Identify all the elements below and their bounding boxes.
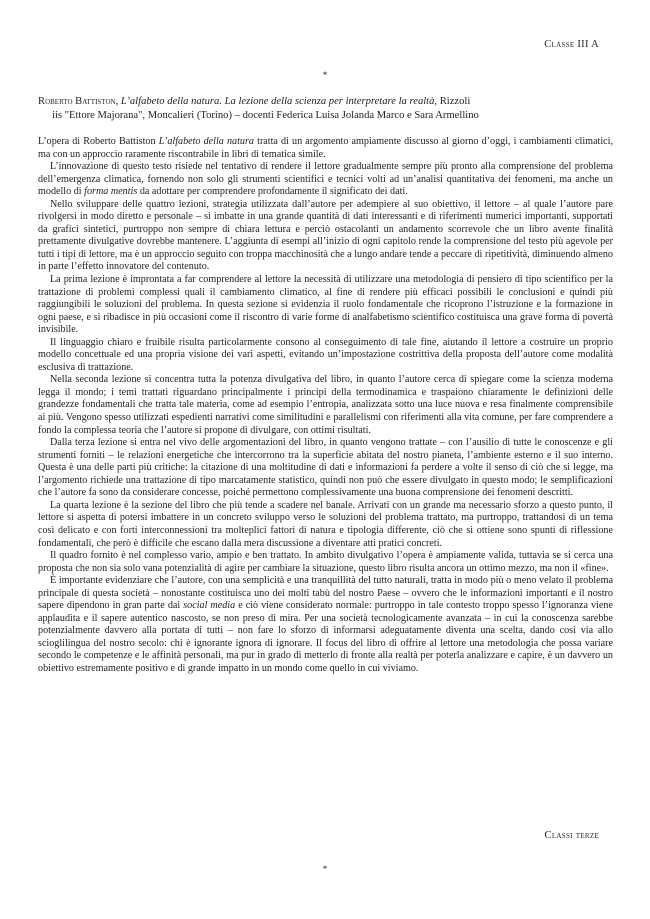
book-title: L’alfabeto della natura. La lezione della scienza per interpretare la realtà [120, 96, 435, 107]
book-title-inline: L’alfabeto della natura [158, 136, 254, 147]
paragraph-intro [38, 136, 613, 161]
paragraph-text: e ciò viene considerato normale: purtroppo in tale contesto troppo spesso l’ignoranza viene applaudita e il sapere autentico nascosto, se non preso di mira. Per una società tecnologicamente avanzata – in cui la conoscenza sarebbe potenzialmente davvero alla portata di tutti – non fare lo sforzo di informarsi adeguatamente diventa una scelta, dando così via allo scioglilingua del nostro secolo: chi è ignorante ignora di ignorare. Il focus del libro di offrire al lettore una metodologia che possa variare secondo le competenze e le affinità personali, ma pur in grado di metterlo di fronte alla realtà per poterla analizzare e capire, è un davvero un obiettivo estremamente positivo e di grande impatto in un mondo come quello in cui viviamo. [38, 600, 613, 674]
paragraph-innovation [38, 161, 613, 199]
separator-star-top: * [322, 70, 328, 80]
paragraph: Dalla terza lezione si entra nel vivo delle argomentazioni del libro, in quanto vengono trattate – con l’ausilio di tutte le conoscenze e gli strumenti forniti – le relazioni energetiche che intercorrono tra la superficie abitata del nostro pianeta, l’ambiente esterno e il suo interno. Questa è una delle parti più critiche: la citazione di una moltitudine di dati e informazioni fa perdere a volte il senso di ciò che si legge, ma l’argomento richiede una trattazione di tipo marcatamente statistico, quindi non può che essere divulgato in questo modo; le semplificazioni che l’autore fa sono da considerare concesse, poiché permettono complessivamente una buona comprensione dei fenomeni descritti. [38, 437, 613, 499]
class-header: Classe III A [544, 39, 599, 50]
paragraph-text: L’innovazione di questo testo risiede nel tentativo di rendere il lettore gradualmente sempre più pronto alla comprensione del problema dell’emergenza climatica, fornendo non solo gli strumenti scientifici e tecnici volti ad un’analisi quantitativa dei fenomeni, ma anche un modello di [38, 161, 613, 198]
paragraph-text: da adottare per comprendere profondamente il significato dei dati. [137, 186, 408, 198]
review-body [38, 136, 613, 676]
emphasis-text: forma mentis [84, 186, 138, 198]
book-author: Roberto Battiston [38, 96, 116, 107]
paragraph-text: L’opera di Roberto Battiston [38, 136, 159, 147]
paragraph: Nella seconda lezione si concentra tutta la potenza divulgativa del libro, in quanto l’autore cerca di spiegare come la scienza moderna legga il mondo; i temi trattati riguardano principalmente i principi della termodinamica e traspaiono chiaramente le definizioni delle grandezze fondamentali che tratta tale materia, come ad esempio l’entropia, analizzata sotto una luce nuova e resa finalmente comprensibile ai più. Vengono spesso utilizzati espedienti narrativi come similitudini e parallelismi con riferimenti alla vita comune, per fare comprendere a fondo la complessa teoria che l’autore si propone di divulgare, con ottimi risultati. [38, 374, 613, 436]
school-line: iis "Ettore Majorana", Moncalieri (Torino) – docenti Federica Luisa Jolanda Marco e Sara Armellino [52, 110, 479, 121]
paragraph: Il quadro fornito è nel complesso vario, ampio e ben trattato. In ambito divulgativo l’opera è ampiamente valida, tuttavia se si cerca una proposta che non sia solo vana potenzialità di agire per cambiare la situazione, questo libro risulta ancora un ottimo mezzo, ma non il «fine». [38, 550, 613, 574]
book-publisher: Rizzoli [439, 96, 471, 107]
paragraph: Il linguaggio chiaro e fruibile risulta particolarmente consono al conseguimento di tale fine, aiutando il lettore a costruire un proprio modello concettuale ed una propria visione dei vari aspetti, evitando un’impostazione costrittiva della proposta dell’autore come modalità esclusiva di trattazione. [38, 336, 613, 373]
paragraph: La quarta lezione è la sezione del libro che più tende a scadere nel banale. Arrivati con un grande ma necessario sforzo a questo punto, il lettore si aspetta di potersi imbattere in un concreto sviluppo verso le soluzioni del problema trattato, ma purtroppo, trattandosi di un tema così delicato e con forti interconnessioni tra molteplici fattori di natura e tipologia differente, ciò che si ottiene sono spunti di riflessione fondamentali, che però è difficile che escano dalla mera discussione a diventare atti pratici concreti. [38, 499, 613, 549]
paragraph: La prima lezione è improntata a far comprendere al lettore la necessità di utilizzare una metodologia di pensiero di tipo scientifico per la trattazione di problemi complessi quali il cambiamento climatico, al fine di rendere più efficaci possibili le conclusioni e quindi più raggiungibili le soluzioni del problema. In questa sezione si evidenzia il ruolo fondamentale che ricoprono l’istruzione e la formazione in ogni paese, e si ribadisce in più occasioni come il riscontro di varie forme di analfabetismo scientifico costituisca una grave forma di povertà invisibile. [38, 274, 613, 336]
paragraph-conclusion [38, 575, 613, 675]
citation-line: Roberto Battiston, L’alfabeto della natura. La lezione della scienza per interpretare la realtà, Rizzoli [38, 96, 471, 107]
emphasis-text: social media [183, 600, 236, 612]
paragraph: Nello sviluppare delle quattro lezioni, strategia utilizzata dall’autore per adempiere al suo obiettivo, il lettore – al quale l’autore pare rivolgersi in modo diretto e personale – si imbatte in una grande quantità di dati interessanti e di riferimenti numerici importanti, supportati da grafici sintetici, purtroppo non sempre di chiara lettura e perciò ostacolanti un andamento scorrevole che un libro avente finalità prettamente divulgative dovrebbe mantenere. L’aggiunta di esempi all’inizio di ogni capitolo rende la comprensione del testo più agevole per tutti i tipi di lettore, ma è un approccio seguito con troppa macchinosità che a lungo andare tende a peccare di ripetitività, diminuendo almeno in parte l’effetto innovatore del contenuto. [38, 198, 613, 273]
bibliographic-reference [38, 95, 613, 123]
paragraph-text: È importante evidenziare che l’autore, con una semplicità e una tranquillità del tutto naturali, tratta in modo più o meno velato il problema principale di questa società – nonostante costituisca uno dei molti tabù del nostro Paese – ovvero che le informazioni importanti e il nostro sapere dipendono in gran parte dai [38, 575, 613, 612]
signature: Classi terze [544, 830, 599, 841]
paragraph-text: tratta di un argomento ampiamente discusso al giorno d’oggi, i cambiamenti climatici, ma con un approccio raramente riscontrabile in libri di tematica simile. [38, 136, 613, 160]
separator-star-bottom: * [322, 864, 328, 874]
